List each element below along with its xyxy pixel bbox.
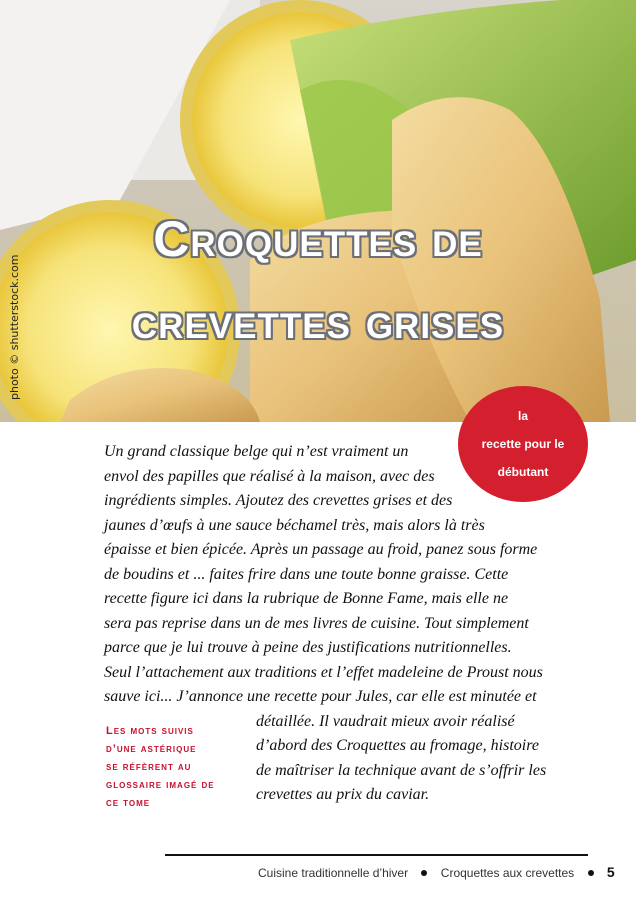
glossary-note-line: Les mots suivis [106,725,194,737]
intro-line: d’abord des Croquettes au fromage, histoire [256,737,539,754]
badge-line-1: la [517,409,528,423]
intro-line: parce que je lui trouve à peine des justifications nutritionnelles. [104,639,512,656]
glossary-note [106,722,246,812]
page-number: 5 [606,864,615,880]
footer-chapter: Croquettes aux crevettes [440,866,575,880]
glossary-note-line: glossaire imagé de [106,779,215,791]
intro-line: Seul l’attachement aux traditions et l’effet madeleine de Proust nous [104,663,543,681]
hero-photo [0,0,636,422]
footer-section: Cuisine traditionnelle d’hiver [258,866,409,880]
glossary-note-line: d’une astérique [106,743,197,755]
intro-line: ingrédients simples. Ajoutez des crevettes grises et des [104,492,453,509]
intro-line: sera pas reprise dans un de mes livres de cuisine. Tout simplement [104,614,529,632]
intro-line: recette figure ici dans la rubrique de Bonne Fame, mais elle ne [104,590,509,607]
glossary-note-line: se réfèrent au [106,761,192,773]
footer-divider [165,854,588,856]
intro-line: sauve ici... J’annonce une recette pour Jules, car elle est minutée et [104,688,537,705]
glossary-note-line: ce tome [106,797,151,809]
badge-line-3: débutant [497,465,549,479]
intro-line: épaisse et bien épicée. Après un passage au froid, panez sous forme [104,541,538,558]
photo-credit: photo © shutterstock.com [8,254,21,400]
page-footer [258,864,615,880]
intro-line: détaillée. Il vaudrait mieux avoir réalisé [256,712,515,730]
intro-line: de maîtriser la technique avant de s’offrir les [256,761,547,779]
intro-line: Un grand classique belge qui n’est vraiment un [104,443,409,460]
intro-line: jaunes d’œufs à une sauce béchamel très, mais alors là très [104,516,485,534]
recipe-title-line-2: crevettes grises [131,293,505,349]
intro-line: de boudins et ... faites frire dans une toute bonne graisse. Cette [104,565,509,583]
intro-line: crevettes au prix du caviar. [256,786,430,803]
intro-line: envol des papilles que réalisé à la maison, avec des [104,467,435,485]
recipe-title-line-1: Croquettes de [153,211,483,267]
badge-line-2: recette pour le [481,437,565,451]
bullet-icon [421,870,427,876]
bullet-icon [588,870,594,876]
